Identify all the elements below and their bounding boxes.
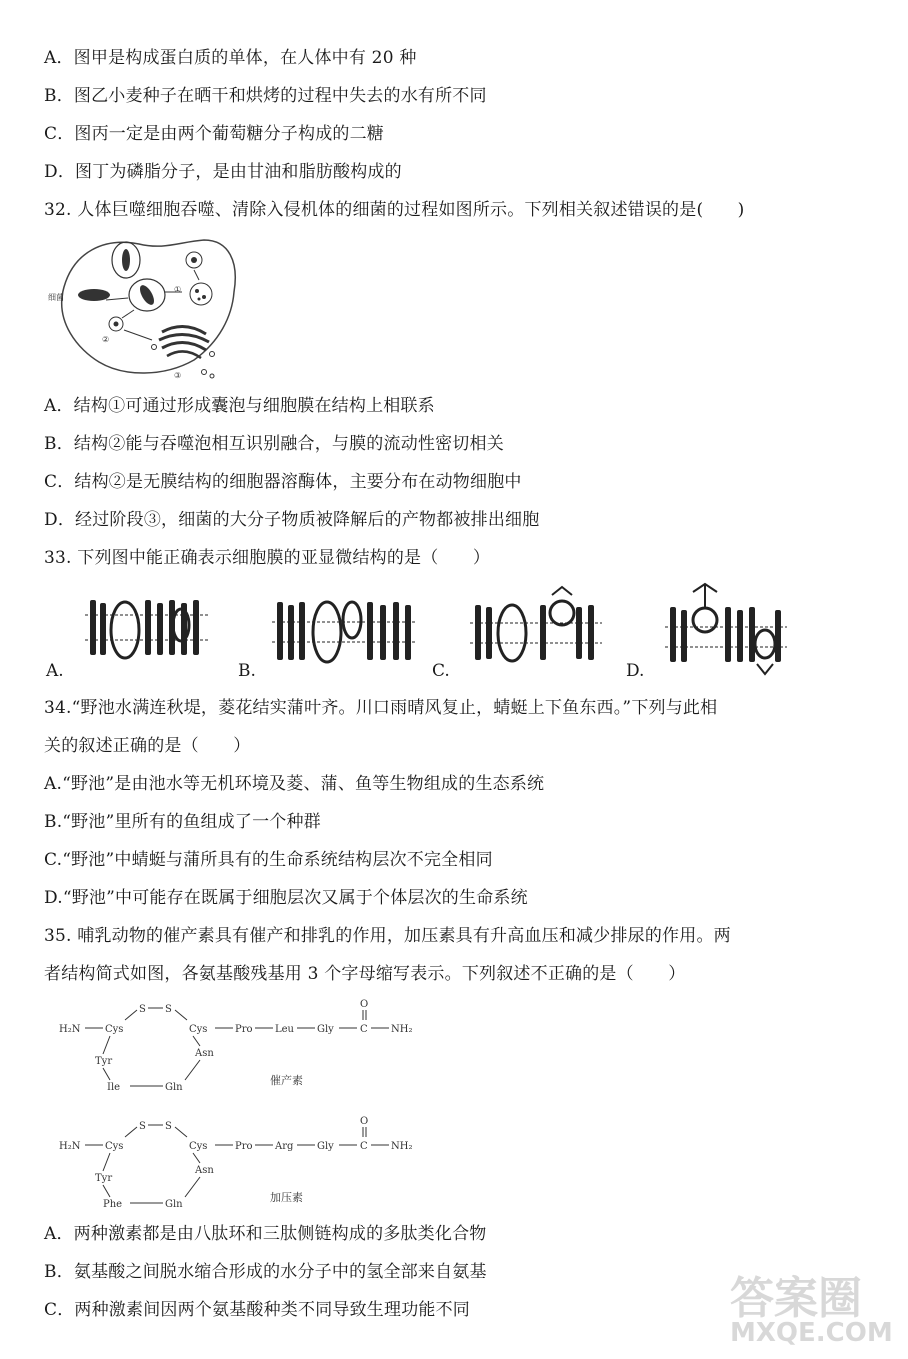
vasopressin-tyr: Tyr (95, 1173, 113, 1184)
vasopressin-h2n: H₂N (59, 1141, 81, 1152)
q34-option-a: A.“野池”是由池水等无机环境及菱、蒲、鱼等生物组成的生态系统 (44, 774, 545, 794)
oxytocin-h2n: H₂N (59, 1024, 81, 1035)
vasopressin-gly: Gly (317, 1141, 334, 1152)
q32-option-c: C．结构②是无膜结构的细胞器溶酶体，主要分布在动物细胞中 (44, 472, 522, 492)
oxytocin-nh2: NH₂ (391, 1024, 413, 1035)
mark-3: ③ (174, 371, 182, 380)
svg-text:C: C (360, 1024, 368, 1035)
q32-option-b: B．结构②能与吞噬泡相互识别融合，与膜的流动性密切相关 (44, 434, 504, 454)
vasopressin-nh2: NH₂ (391, 1141, 413, 1152)
q33-label-a: A. (46, 661, 64, 681)
vasopressin-phe: Phe (103, 1199, 123, 1210)
macrophage-phagocytosis-figure (44, 232, 244, 382)
q34-option-d: D.“野池”中可能存在既属于细胞层次又属于个体层次的生命系统 (44, 888, 528, 908)
q35-option-b: B．氨基酸之间脱水缩合形成的水分子中的氢全部来自氨基 (44, 1262, 487, 1282)
vasopressin-arg: Arg (275, 1141, 294, 1152)
oxytocin-cys1: Cys (105, 1024, 124, 1035)
vasopressin-pro: Pro (235, 1141, 253, 1152)
vasopressin-o: O (360, 1116, 369, 1127)
oxytocin-gln: Gln (165, 1082, 183, 1093)
oxytocin-s1: S (139, 1004, 146, 1015)
q35-option-a: A．两种激素都是由八肽环和三肽侧链构成的多肽类化合物 (44, 1224, 487, 1244)
membrane-figure-b (272, 590, 417, 670)
vasopressin-gln: Gln (165, 1199, 183, 1210)
oxytocin-cys2: Cys (189, 1024, 208, 1035)
q35-option-c: C．两种激素间因两个氨基酸种类不同导致生理功能不同 (44, 1300, 471, 1320)
vasopressin-cys2: Cys (189, 1141, 208, 1152)
q32-option-d: D．经过阶段③，细菌的大分子物质被降解后的产物都被排出细胞 (44, 510, 540, 530)
oxytocin-o: O (360, 999, 369, 1010)
mark-1: ① (174, 285, 182, 294)
vasopressin-asn: Asn (195, 1165, 214, 1176)
q31-option-b: B．图乙小麦种子在晒干和烘烤的过程中失去的水有所不同 (44, 86, 487, 106)
bacteria-outside (78, 289, 110, 301)
q34-stem-2: 关的叙述正确的是（ ） (44, 736, 251, 756)
oxytocin-gly: Gly (317, 1024, 334, 1035)
oxytocin-leu: Leu (275, 1024, 294, 1035)
membrane-figure-d (665, 582, 790, 677)
q33-label-c: C. (432, 661, 450, 681)
q31-option-c: C．图丙一定是由两个葡萄糖分子构成的二糖 (44, 124, 385, 144)
oxytocin-pro: Pro (235, 1024, 253, 1035)
bacteria-label: 细菌 (48, 293, 64, 302)
q33-stem: 33. 下列图中能正确表示细胞膜的亚显微结构的是（ ） (44, 548, 491, 568)
oxytocin-asn: Asn (195, 1048, 214, 1059)
vasopressin-structure (55, 1115, 430, 1215)
oxytocin-name: 催产素 (270, 1074, 303, 1087)
q35-stem-1: 35. 哺乳动物的催产素具有催产和排乳的作用，加压素具有升高血压和减少排尿的作用。两 (44, 926, 731, 946)
mark-2: ② (102, 335, 110, 344)
oxytocin-ile: Ile (107, 1082, 121, 1093)
q34-option-c: C.“野池”中蜻蜓与蒲所具有的生命系统结构层次不完全相同 (44, 850, 493, 870)
vasopressin-name: 加压素 (270, 1191, 303, 1204)
q31-option-a: A．图甲是构成蛋白质的单体，在人体中有 20 种 (44, 48, 417, 68)
q31-option-d: D．图丁为磷脂分子，是由甘油和脂肪酸构成的 (44, 162, 402, 182)
q32-option-a: A．结构①可通过形成囊泡与细胞膜在结构上相联系 (44, 396, 435, 416)
vasopressin-s1: S (139, 1121, 146, 1132)
oxytocin-structure (55, 998, 430, 1098)
q34-stem-1: 34.“野池水满连秋堤，菱花结实蒲叶齐。川口雨晴风复止，蜻蜓上下鱼东西。”下列与此相 (44, 698, 718, 718)
svg-text:C: C (360, 1141, 368, 1152)
oxytocin-s2: S (165, 1004, 172, 1015)
watermark-site: MXQE.COM (730, 1318, 893, 1348)
watermark-logo: 答案圈 (730, 1273, 862, 1324)
q33-label-d: D. (626, 661, 645, 681)
vasopressin-s2: S (165, 1121, 172, 1132)
q33-label-b: B. (238, 661, 256, 681)
oxytocin-tyr: Tyr (95, 1056, 113, 1067)
vasopressin-cys1: Cys (105, 1141, 124, 1152)
q34-option-b: B.“野池”里所有的鱼组成了一个种群 (44, 812, 321, 832)
membrane-figure-c (470, 585, 605, 670)
q35-stem-2: 者结构简式如图，各氨基酸残基用 3 个字母缩写表示。下列叙述不正确的是（ ） (44, 964, 686, 984)
membrane-figure-a (85, 585, 215, 670)
q32-stem: 32. 人体巨噬细胞吞噬、清除入侵机体的细菌的过程如图所示。下列相关叙述错误的是( ) (44, 200, 745, 220)
